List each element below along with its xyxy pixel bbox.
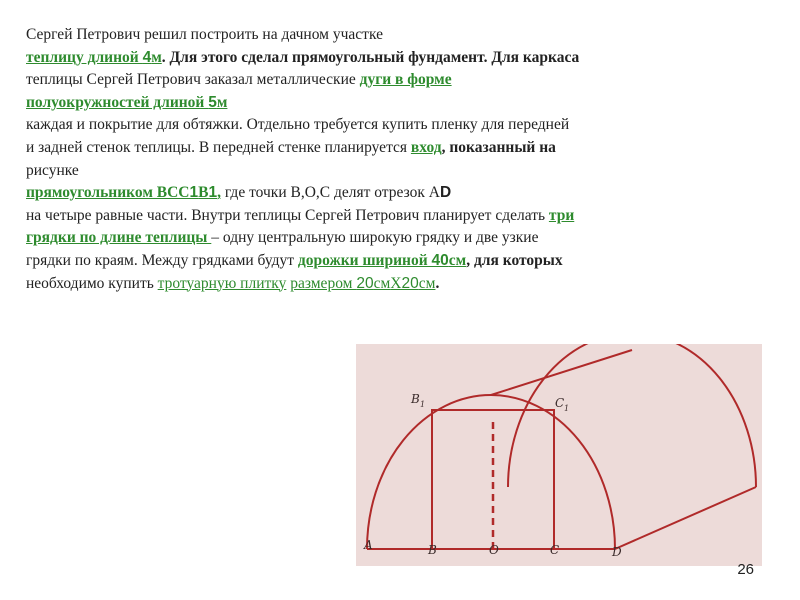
text-line-11 (26, 250, 766, 273)
front-arch (367, 395, 615, 549)
roof-top-line (491, 350, 632, 395)
text-segment: – одну центральную широкую грядку и две узкие (211, 229, 539, 247)
label-c1-subscript: 1 (564, 404, 570, 413)
text-line-9 (26, 205, 766, 228)
label-d: D (612, 545, 622, 559)
door-rectangle (432, 410, 554, 549)
page-number: 26 (737, 561, 754, 578)
text-segment: D (439, 184, 452, 202)
text-segment: теплицы Сергей Петрович заказал металлические (26, 71, 360, 89)
label-b1: B (411, 392, 420, 406)
arcs-link[interactable]: дуги в форме (359, 71, 452, 89)
text-line-1 (26, 24, 766, 47)
text-segment: необходимо купить (26, 274, 158, 292)
paths-link[interactable]: дорожки шириной 40см (297, 251, 467, 269)
text-line-5 (26, 114, 766, 137)
text-segment: грядки по краям. Между грядками будут (26, 251, 298, 269)
label-b: B (428, 543, 437, 557)
text-segment: . Для этого сделал прямоугольный фундамент. Для каркаса (161, 48, 580, 66)
tile-link[interactable]: тротуарную плитку (157, 274, 287, 292)
beds-length-link[interactable]: грядки по длине теплицы (26, 229, 212, 247)
text-segment: , показанный на (441, 138, 556, 156)
text-line-8 (26, 182, 766, 205)
problem-text (26, 24, 766, 295)
label-o: O (489, 543, 499, 557)
label-b1-subscript: 1 (420, 400, 426, 409)
text-segment: Сергей Петрович решил построить на дачном участке (26, 26, 383, 43)
text-segment: каждая и покрытие для обтяжки. Отдельно требуется купить пленку для передней (26, 116, 570, 134)
greenhouse-drawing (356, 344, 762, 566)
label-c1: C (555, 396, 565, 410)
greenhouse-figure (356, 344, 762, 566)
text-segment: , для которых (466, 251, 563, 269)
text-segment: рисунке (26, 161, 79, 179)
text-segment: на четыре равные части. Внутри теплицы Сергей Петрович планирует сделать (26, 206, 549, 224)
text-line-4 (26, 92, 766, 115)
label-c: C (550, 543, 560, 557)
label-a: A (364, 538, 373, 552)
base-right-line (615, 487, 756, 549)
text-line-12: необходимо купить тротуарную плитку размером 20смХ20см. (26, 274, 440, 292)
text-line-3 (26, 69, 766, 92)
back-arch (508, 344, 756, 487)
greenhouse-length-link[interactable]: теплицу длиной 4м (26, 48, 162, 66)
beds-link[interactable]: три (548, 206, 575, 224)
tile-size-link[interactable]: размером 20смХ20см (290, 274, 436, 292)
text-segment: и задней стенок теплицы. В передней стенке планируется (26, 138, 411, 156)
arcs-length-link[interactable]: полуокружностей длиной 5м (26, 93, 228, 111)
text-line-2 (26, 47, 766, 70)
rectangle-link[interactable]: прямоугольником ВСС1В1, (26, 184, 221, 202)
text-line-7 (26, 160, 766, 183)
text-line-6 (26, 137, 766, 160)
text-segment: где точки В,О,С делят отрезок А (220, 184, 440, 202)
text-line-10 (26, 227, 766, 250)
entrance-link[interactable]: вход (410, 138, 442, 156)
